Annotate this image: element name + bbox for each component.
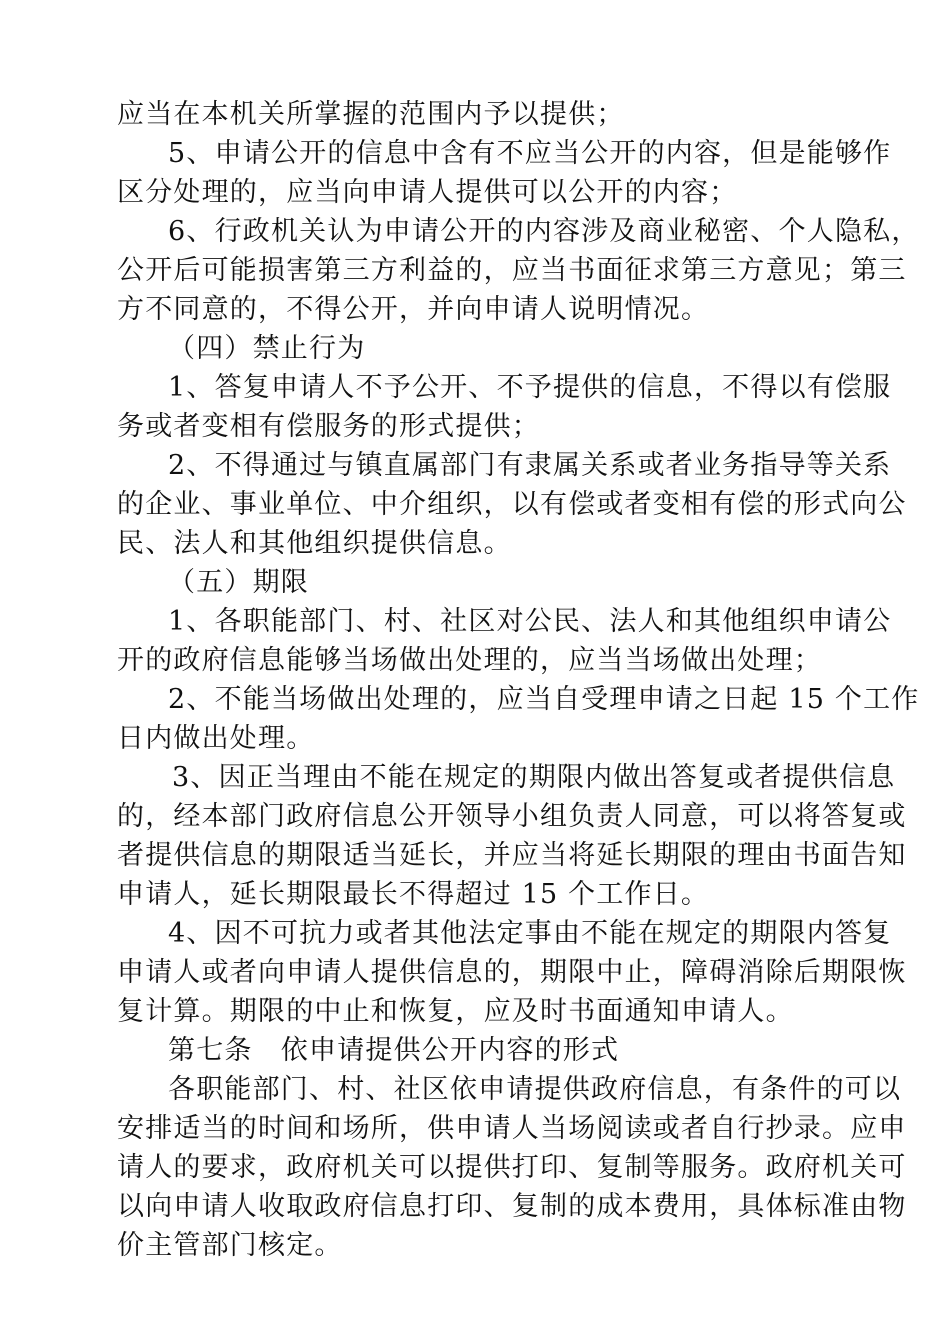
text-line: 区分处理的，应当向申请人提供可以公开的内容； [117, 177, 738, 208]
text-line: 开的政府信息能够当场做出处理的，应当当场做出处理； [117, 645, 822, 676]
text-line: 安排适当的时间和场所，供申请人当场阅读或者自行抄录。应申 [117, 1113, 907, 1144]
text-line: 民、法人和其他组织提供信息。 [117, 528, 512, 559]
text-line: 公开后可能损害第三方利益的，应当书面征求第三方意见；第三 [117, 255, 907, 286]
text-line: 5、申请公开的信息中含有不应当公开的内容，但是能够作 [168, 138, 892, 169]
text-line: 申请人或者向申请人提供信息的，期限中止，障碍消除后期限恢 [117, 957, 907, 988]
text-line: 3、因正当理由不能在规定的期限内做出答复或者提供信息 [172, 762, 896, 793]
section-heading: （四）禁止行为 [168, 333, 366, 364]
text-line: 2、不得通过与镇直属部门有隶属关系或者业务指导等关系 [168, 450, 892, 481]
text-line: 的，经本部门政府信息公开领导小组负责人同意，可以将答复或 [117, 801, 907, 832]
text-line: 日内做出处理。 [117, 723, 315, 754]
text-line: 申请人，延长期限最长不得超过 15 个工作日。 [117, 879, 710, 910]
text-line: 4、因不可抗力或者其他法定事由不能在规定的期限内答复 [168, 918, 892, 949]
text-line: 者提供信息的期限适当延长，并应当将延长期限的理由书面告知 [117, 840, 907, 871]
text-line: 6、行政机关认为申请公开的内容涉及商业秘密、个人隐私， [168, 216, 920, 247]
text-line: 价主管部门核定。 [117, 1230, 343, 1261]
text-line: 2、不能当场做出处理的，应当自受理申请之日起 15 个工作 [168, 684, 920, 715]
text-line: 应当在本机关所掌握的范围内予以提供； [117, 99, 625, 130]
article-heading: 第七条 依申请提供公开内容的形式 [168, 1035, 620, 1066]
text-line: 1、答复申请人不予公开、不予提供的信息，不得以有偿服 [168, 372, 892, 403]
text-line: 方不同意的，不得公开，并向申请人说明情况。 [117, 294, 710, 325]
text-line: 务或者变相有偿服务的形式提供； [117, 411, 540, 442]
text-line: 请人的要求，政府机关可以提供打印、复制等服务。政府机关可 [117, 1152, 907, 1183]
section-heading: （五）期限 [168, 567, 309, 598]
text-line: 复计算。期限的中止和恢复，应及时书面通知申请人。 [117, 996, 794, 1027]
text-line: 各职能部门、村、社区依申请提供政府信息，有条件的可以 [168, 1074, 902, 1105]
text-line: 的企业、事业单位、中介组织，以有偿或者变相有偿的形式向公 [117, 489, 907, 520]
text-line: 以向申请人收取政府信息打印、复制的成本费用，具体标准由物 [117, 1191, 907, 1222]
text-line: 1、各职能部门、村、社区对公民、法人和其他组织申请公 [168, 606, 892, 637]
